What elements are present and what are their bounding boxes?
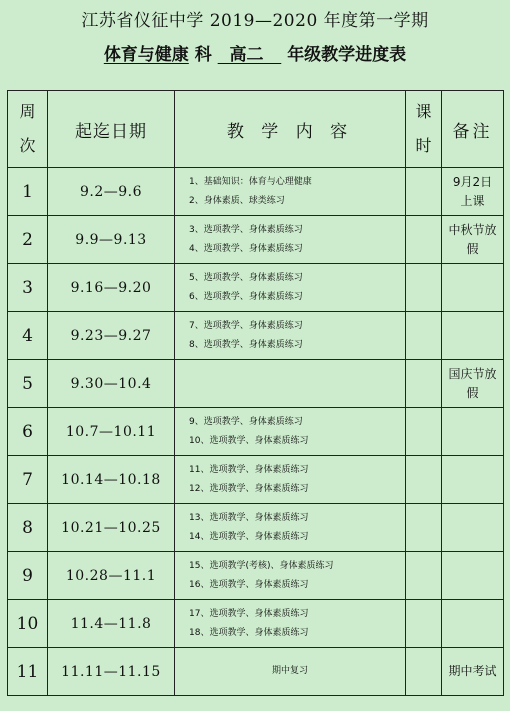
- dates-cell: 10.28—11.1: [48, 552, 175, 600]
- header-content: 教 学 内 容: [175, 91, 406, 168]
- note-line: 假: [466, 241, 479, 256]
- header-hours-line2: 时: [415, 136, 432, 155]
- content-line: 期中复习: [271, 666, 308, 676]
- table-row: [8, 264, 504, 312]
- note-line: 国庆节放: [448, 366, 497, 381]
- dates-cell: 10.7—10.11: [48, 408, 175, 456]
- hours-cell: [406, 648, 442, 696]
- header-week-line2: 次: [19, 136, 36, 155]
- content-line: 11、选项教学、身体素质练习: [189, 464, 309, 475]
- table-row: [8, 648, 504, 696]
- week-cell: 1: [8, 168, 48, 216]
- notes-cell: [442, 168, 504, 216]
- hours-cell: [406, 408, 442, 456]
- header-week: [8, 91, 48, 168]
- dates-cell: 9.2—9.6: [48, 168, 175, 216]
- week-cell: 9: [8, 552, 48, 600]
- header-hours: [406, 91, 442, 168]
- content-line: 1、基础知识：体育与心理健康: [189, 176, 312, 187]
- content-cell: [175, 264, 406, 312]
- content-cell: [175, 360, 406, 408]
- content-line: 5、选项教学、身体素质练习: [189, 272, 303, 283]
- table-row: [8, 504, 504, 552]
- note-line: 期中考试: [448, 664, 497, 678]
- week-cell: 4: [8, 312, 48, 360]
- week-cell: 7: [8, 456, 48, 504]
- notes-cell: [442, 600, 504, 648]
- hours-cell: [406, 552, 442, 600]
- content-cell: [175, 600, 406, 648]
- table-header-row: [8, 91, 504, 168]
- table-row: [8, 216, 504, 264]
- content-line: 15、选项教学(考核)、身体素质练习: [189, 560, 334, 571]
- notes-cell: [442, 216, 504, 264]
- grade-label: 高二: [229, 45, 264, 65]
- header-week-line1: 周: [19, 102, 36, 121]
- grade-name: [218, 45, 282, 65]
- content-line: 3、选项教学、身体素质练习: [189, 224, 303, 235]
- content-line: 2、身体素质、球类练习: [189, 195, 285, 206]
- week-cell: 6: [8, 408, 48, 456]
- notes-cell: [442, 408, 504, 456]
- dates-cell: 9.23—9.27: [48, 312, 175, 360]
- content-line: 16、选项教学、身体素质练习: [189, 579, 309, 590]
- notes-cell: [442, 552, 504, 600]
- table-row: [8, 552, 504, 600]
- header-dates: 起迄日期: [48, 91, 175, 168]
- content-line: 18、选项教学、身体素质练习: [189, 627, 309, 638]
- notes-cell: [442, 504, 504, 552]
- content-line: 6、选项教学、身体素质练习: [189, 291, 303, 302]
- week-cell: 11: [8, 648, 48, 696]
- week-cell: 10: [8, 600, 48, 648]
- subject-suffix: 科: [194, 45, 212, 65]
- hours-cell: [406, 600, 442, 648]
- note-line: 假: [466, 385, 479, 400]
- content-cell: [175, 504, 406, 552]
- content-line: 8、选项教学、身体素质练习: [189, 339, 303, 350]
- content-cell: [175, 168, 406, 216]
- schedule-table: [7, 90, 504, 696]
- table-row: [8, 456, 504, 504]
- content-cell: [175, 648, 406, 696]
- content-line: 4、选项教学、身体素质练习: [189, 243, 303, 254]
- document-subtitle: [0, 40, 510, 65]
- note-line: 中秋节放: [448, 222, 497, 237]
- week-cell: 8: [8, 504, 48, 552]
- content-line: 17、选项教学、身体素质练习: [189, 608, 309, 619]
- hours-cell: [406, 360, 442, 408]
- notes-cell: [442, 456, 504, 504]
- dates-cell: 10.14—10.18: [48, 456, 175, 504]
- content-cell: [175, 552, 406, 600]
- content-line: 14、选项教学、身体素质练习: [189, 531, 309, 542]
- hours-cell: [406, 312, 442, 360]
- hours-cell: [406, 216, 442, 264]
- subject-name: 体育与健康: [103, 45, 189, 65]
- dates-cell: 9.16—9.20: [48, 264, 175, 312]
- notes-cell: [442, 264, 504, 312]
- hours-cell: [406, 264, 442, 312]
- table-row: [8, 168, 504, 216]
- hours-cell: [406, 504, 442, 552]
- table-row: [8, 408, 504, 456]
- document-title: 江苏省仪征中学 2019—2020 年度第一学期: [81, 11, 429, 31]
- content-line: 10、选项教学、身体素质练习: [189, 435, 309, 446]
- header-hours-line1: 课: [415, 102, 432, 121]
- header-notes: 备注: [442, 91, 504, 168]
- dates-cell: 9.30—10.4: [48, 360, 175, 408]
- notes-cell: [442, 360, 504, 408]
- notes-cell: [442, 648, 504, 696]
- table-row: [8, 312, 504, 360]
- content-cell: [175, 408, 406, 456]
- dates-cell: 11.11—11.15: [48, 648, 175, 696]
- content-line: 13、选项教学、身体素质练习: [189, 512, 309, 523]
- table-row: [8, 360, 504, 408]
- week-cell: 2: [8, 216, 48, 264]
- note-line: 9月2日: [452, 174, 493, 189]
- dates-cell: 9.9—9.13: [48, 216, 175, 264]
- content-line: 12、选项教学、身体素质练习: [189, 483, 309, 494]
- note-line: 上课: [460, 193, 485, 208]
- content-cell: [175, 216, 406, 264]
- hours-cell: [406, 168, 442, 216]
- week-cell: 5: [8, 360, 48, 408]
- content-line: 7、选项教学、身体素质练习: [189, 320, 303, 331]
- content-cell: [175, 456, 406, 504]
- dates-cell: 11.4—11.8: [48, 600, 175, 648]
- content-cell: [175, 312, 406, 360]
- subtitle-suffix: 年级教学进度表: [287, 45, 407, 65]
- dates-cell: 10.21—10.25: [48, 504, 175, 552]
- week-cell: 3: [8, 264, 48, 312]
- hours-cell: [406, 456, 442, 504]
- table-row: [8, 600, 504, 648]
- notes-cell: [442, 312, 504, 360]
- content-line: 9、选项教学、身体素质练习: [189, 416, 303, 427]
